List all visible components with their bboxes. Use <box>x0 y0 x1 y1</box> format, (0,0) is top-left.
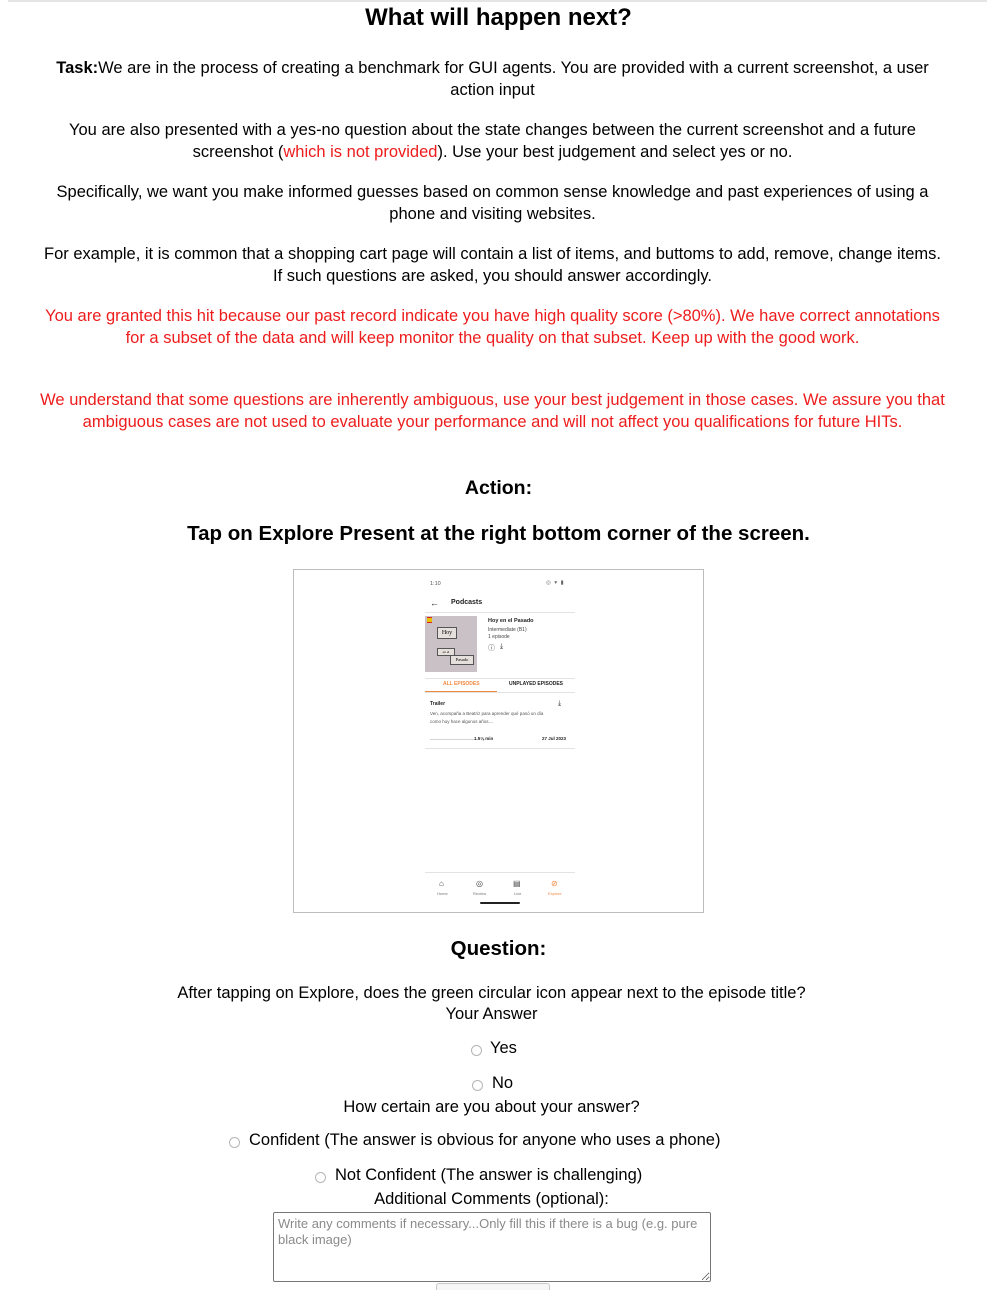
instructions-paragraph-3: Specifically, we want you make informed guesses based on common sense knowledge and past experiences of using a phone and visiting websites. <box>56 183 929 223</box>
podcast-title: Hoy en el Pasado <box>488 618 534 624</box>
episode-duration: 1.5⅛ min <box>474 736 494 741</box>
task-paragraph <box>40 57 945 101</box>
podcast-episode-count: 1 episode <box>488 634 510 640</box>
quality-notice: You are granted this hit because our past record indicate you have high quality score (>80%). We have correct annotations for a subset of the data and will keep monitor the quality on that subset. Keep up with the good work. <box>45 307 940 347</box>
task-label: Task: <box>56 59 99 77</box>
no-label[interactable]: No <box>492 1074 514 1092</box>
submit-button[interactable] <box>436 1283 550 1290</box>
episode-description-line-1: Ven, acompaña a Beatriz para aprender qué pasó un día <box>430 711 544 716</box>
header-divider <box>425 612 575 613</box>
p2-text-after: ). Use your best judgement and select yes or no. <box>437 143 793 161</box>
screen-header: Podcasts <box>451 599 483 606</box>
page-title: What will happen next? <box>365 4 632 31</box>
home-icon: ⌂ <box>439 879 444 888</box>
instructions-paragraph-2 <box>40 119 945 163</box>
nav-label-live: Live <box>514 891 522 896</box>
episode-progress-bar <box>430 739 475 740</box>
tab-all-episodes: ALL EPISODES <box>443 681 480 687</box>
explore-icon: ⊘ <box>551 879 558 888</box>
episode-description-line-2: como hoy hace algunos años.... <box>430 719 494 724</box>
instructions-paragraph-4: For example, it is common that a shopping cart page will contain a list of items, and buttoms to add, remove, change items. If such questions are asked, you should answer accordingly. <box>44 245 941 285</box>
top-divider <box>8 0 987 2</box>
action-heading: Action: <box>464 477 533 499</box>
yes-radio[interactable] <box>471 1045 482 1056</box>
home-indicator <box>480 902 520 904</box>
no-radio[interactable] <box>472 1080 483 1091</box>
status-icons: ◎ ▾ ▮ <box>546 580 565 586</box>
not-confident-radio[interactable] <box>315 1172 326 1183</box>
podcast-level: Intermediate (B1) <box>488 627 527 633</box>
your-answer-label: Your Answer <box>445 1005 538 1023</box>
current-screenshot <box>293 569 704 913</box>
action-instruction: Tap on Explore Present at the right bottom corner of the screen. <box>187 522 810 545</box>
cover-text-hoy: Hoy <box>437 627 457 639</box>
task-text: We are in the process of creating a benchmark for GUI agents. You are provided with a current screenshot, a user action input <box>98 59 929 99</box>
confident-label[interactable]: Confident (The answer is obvious for anyone who uses a phone) <box>249 1131 721 1149</box>
episode-download-icon: ⤓ <box>558 700 562 707</box>
ambiguity-notice: We understand that some questions are inherently ambiguous, use your best judgement in those cases. We assure you that ambiguous cases are not used to evaluate your performance and will not affect you qualifications for future HITs. <box>40 391 945 431</box>
status-time: 1:10 <box>430 581 441 587</box>
spain-flag-icon <box>427 617 432 623</box>
tabs-top-divider <box>425 678 575 679</box>
episode-title: Trailer <box>430 701 446 707</box>
yes-label[interactable]: Yes <box>490 1039 517 1057</box>
cover-text-pasado: Pasado <box>450 655 474 665</box>
p2-highlight: which is not provided <box>283 143 438 161</box>
bottom-nav-divider <box>425 872 575 873</box>
certainty-question: How certain are you about your answer? <box>343 1098 640 1116</box>
cover-text-en-el: en el <box>437 648 455 656</box>
comments-label: Additional Comments (optional): <box>374 1190 609 1208</box>
tab-unplayed-episodes: UNPLAYED EPISODES <box>509 681 563 687</box>
review-icon: ◎ <box>476 879 483 888</box>
confident-radio[interactable] <box>229 1137 240 1148</box>
episode-date: 27 Jul 2023 <box>542 736 567 741</box>
nav-label-review: Review <box>473 891 487 896</box>
info-icon: ⓘ <box>488 645 495 652</box>
tabs-bottom-divider <box>425 692 575 693</box>
episode-divider <box>425 748 575 749</box>
p2-text-before: You are also presented with a yes-no question about the state changes between the current screenshot and a future screenshot ( <box>69 121 916 161</box>
live-icon: ▤ <box>513 879 521 888</box>
nav-label-explore: Explore <box>548 891 562 896</box>
back-arrow-icon: ← <box>430 598 439 608</box>
nav-label-home: Home <box>437 891 448 896</box>
not-confident-label[interactable]: Not Confident (The answer is challenging) <box>335 1166 643 1184</box>
podcast-cover-image <box>425 616 477 672</box>
question-text: After tapping on Explore, does the green circular icon appear next to the episode title? <box>177 984 806 1002</box>
download-icon: ⤓ <box>500 643 504 650</box>
comments-textarea[interactable] <box>273 1212 711 1282</box>
question-heading: Question: <box>450 937 547 960</box>
